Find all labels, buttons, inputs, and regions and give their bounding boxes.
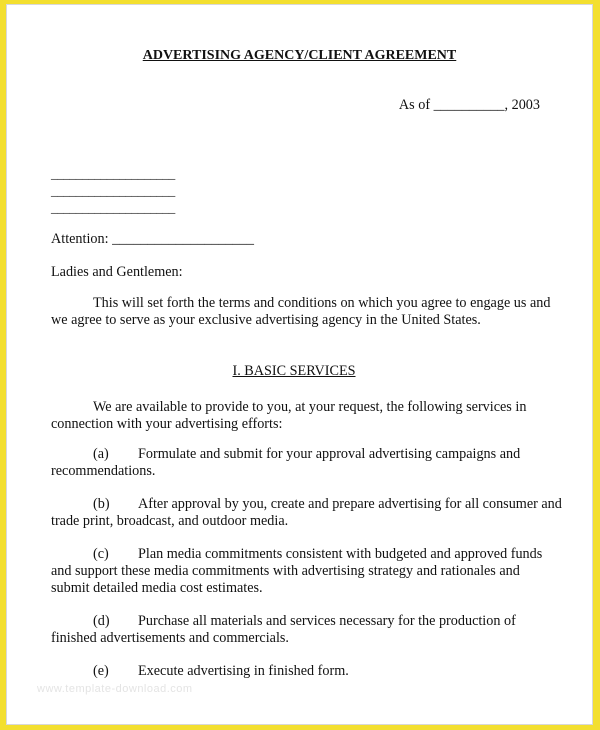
watermark: www.template-download.com: [37, 683, 193, 695]
section-heading-text: I. BASIC SERVICES: [232, 363, 356, 379]
item-text: After approval by you, create and prepare advertising for all consumer and: [138, 496, 562, 512]
item-label: (b): [93, 496, 110, 512]
item-label: (a): [93, 446, 109, 462]
item-text: recommendations.: [51, 463, 156, 479]
item-text: finished advertisements and commercials.: [51, 630, 289, 646]
intro-paragraph: [51, 295, 550, 329]
item-text: and support these media commitments with advertising strategy and rationales and: [51, 563, 520, 579]
section-heading: [7, 363, 581, 380]
item-text: trade print, broadcast, and outdoor media.: [51, 513, 289, 529]
section-intro-line: We are available to provide to you, at your request, the following services in: [93, 399, 527, 415]
item-text: Purchase all materials and services necessary for the production of: [138, 613, 516, 629]
document-page: [6, 4, 593, 725]
item-label: (e): [93, 663, 109, 679]
item-label: (d): [93, 613, 110, 629]
address-blank-line: ____________________: [51, 200, 176, 215]
section-intro-line: connection with your advertising efforts:: [51, 416, 283, 432]
item-text: Formulate and submit for your approval advertising campaigns and: [138, 446, 521, 462]
salutation: Ladies and Gentlemen:: [51, 264, 183, 280]
address-blank-line: ____________________: [51, 183, 176, 198]
section-intro-paragraph: [51, 399, 526, 433]
list-item: [51, 496, 562, 530]
intro-line: we agree to serve as your exclusive advertising agency in the United States.: [51, 312, 481, 328]
intro-line: This will set forth the terms and conditions on which you agree to engage us and: [93, 295, 551, 311]
address-blank-line: ____________________: [51, 166, 176, 181]
list-item: [51, 446, 520, 480]
list-item: [51, 546, 542, 597]
item-text: Plan media commitments consistent with budgeted and approved funds: [138, 546, 543, 562]
document-title: ADVERTISING AGENCY/CLIENT AGREEMENT: [142, 48, 457, 63]
item-label: (c): [93, 546, 109, 562]
list-item: [51, 613, 516, 647]
item-text: Execute advertising in finished form.: [138, 663, 349, 679]
list-item: [51, 663, 349, 680]
dated-line: As of __________, 2003: [398, 97, 540, 113]
attention-line: Attention: ____________________: [51, 231, 254, 247]
item-text: submit detailed media cost estimates.: [51, 580, 263, 596]
